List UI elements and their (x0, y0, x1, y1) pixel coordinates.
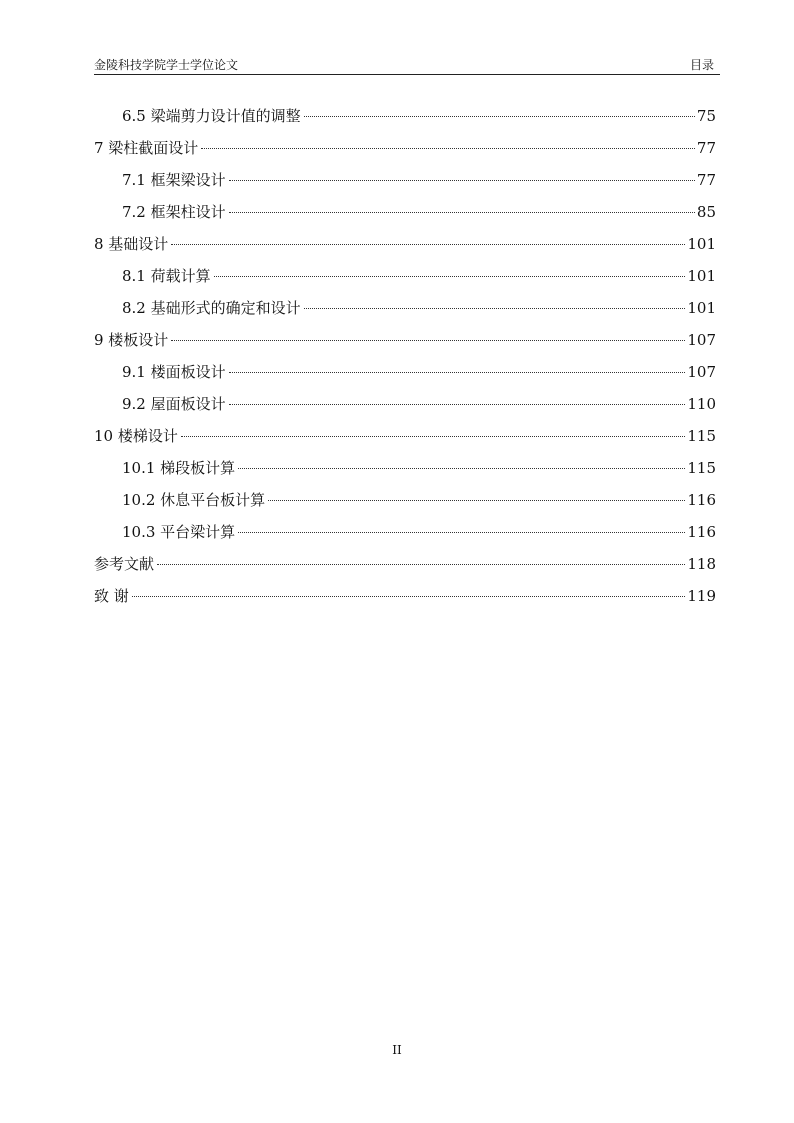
toc-entry-label: 致 谢 (94, 587, 129, 605)
toc-entry-label: 7 梁柱截面设计 (94, 139, 199, 157)
toc-leader-dots (229, 390, 686, 405)
toc-entry-page: 119 (687, 587, 716, 605)
toc-entry[interactable] (94, 390, 716, 422)
toc-entry-page: 75 (696, 107, 716, 125)
toc-entry-page: 110 (687, 395, 716, 413)
toc-entry-label: 9 楼板设计 (94, 331, 169, 349)
toc-entry-page: 107 (687, 331, 716, 349)
toc-entry-page: 115 (687, 459, 716, 477)
toc-entry[interactable] (94, 518, 716, 550)
toc-entry[interactable] (94, 166, 716, 198)
toc-leader-dots (268, 486, 685, 501)
toc-entry[interactable] (94, 134, 716, 166)
toc-entry-page: 101 (687, 235, 716, 253)
toc-entry-page: 101 (687, 267, 716, 285)
toc-entry-page: 77 (696, 139, 716, 157)
page-number: II (392, 1043, 402, 1057)
toc-entry[interactable] (94, 486, 716, 518)
toc-entry-page: 107 (687, 363, 716, 381)
toc-leader-dots (157, 550, 685, 565)
table-of-contents (94, 102, 716, 614)
toc-entry-label: 8.1 荷载计算 (122, 267, 211, 285)
toc-entry-page: 118 (687, 555, 716, 573)
toc-leader-dots (171, 326, 685, 341)
toc-entry-label: 8 基础设计 (94, 235, 169, 253)
toc-entry-page: 77 (696, 171, 716, 189)
thesis-title: 金陵科技学院学士学位论文 (94, 58, 239, 72)
toc-entry-label: 10 楼梯设计 (94, 427, 178, 445)
toc-leader-dots (229, 198, 695, 213)
toc-entry-label: 参考文献 (94, 555, 155, 573)
toc-entry[interactable] (94, 550, 716, 582)
toc-leader-dots (238, 454, 685, 469)
toc-leader-dots (214, 262, 686, 277)
toc-entry-label: 7.1 框架梁设计 (122, 171, 226, 189)
header-divider (94, 74, 720, 75)
toc-entry[interactable] (94, 582, 716, 614)
toc-entry[interactable] (94, 358, 716, 390)
toc-leader-dots (229, 166, 695, 181)
toc-entry-page: 116 (687, 491, 716, 509)
toc-entry-label: 7.2 框架柱设计 (122, 203, 226, 221)
toc-entry[interactable] (94, 422, 716, 454)
toc-leader-dots (171, 230, 685, 245)
toc-leader-dots (238, 518, 685, 533)
toc-entry-label: 10.2 休息平台板计算 (122, 491, 266, 509)
toc-entry-label: 9.2 屋面板设计 (122, 395, 226, 413)
toc-entry[interactable] (94, 262, 716, 294)
toc-leader-dots (201, 134, 695, 149)
toc-leader-dots (229, 358, 686, 373)
toc-entry-label: 9.1 楼面板设计 (122, 363, 226, 381)
toc-leader-dots (181, 422, 686, 437)
toc-leader-dots (132, 582, 686, 597)
toc-entry[interactable] (94, 294, 716, 326)
toc-entry-label: 10.1 梯段板计算 (122, 459, 236, 477)
toc-entry-page: 85 (696, 203, 716, 221)
toc-entry[interactable] (94, 198, 716, 230)
toc-entry[interactable] (94, 326, 716, 358)
toc-entry-label: 6.5 梁端剪力设计值的调整 (122, 107, 301, 125)
toc-entry-label: 8.2 基础形式的确定和设计 (122, 299, 301, 317)
section-name: 目录 (689, 58, 714, 72)
toc-entry[interactable] (94, 454, 716, 486)
toc-leader-dots (304, 294, 686, 309)
toc-entry-page: 115 (687, 427, 716, 445)
toc-entry[interactable] (94, 102, 716, 134)
toc-entry-page: 101 (687, 299, 716, 317)
toc-entry-label: 10.3 平台梁计算 (122, 523, 236, 541)
toc-leader-dots (304, 102, 695, 117)
page-header (94, 56, 720, 74)
toc-entry-page: 116 (687, 523, 716, 541)
toc-entry[interactable] (94, 230, 716, 262)
